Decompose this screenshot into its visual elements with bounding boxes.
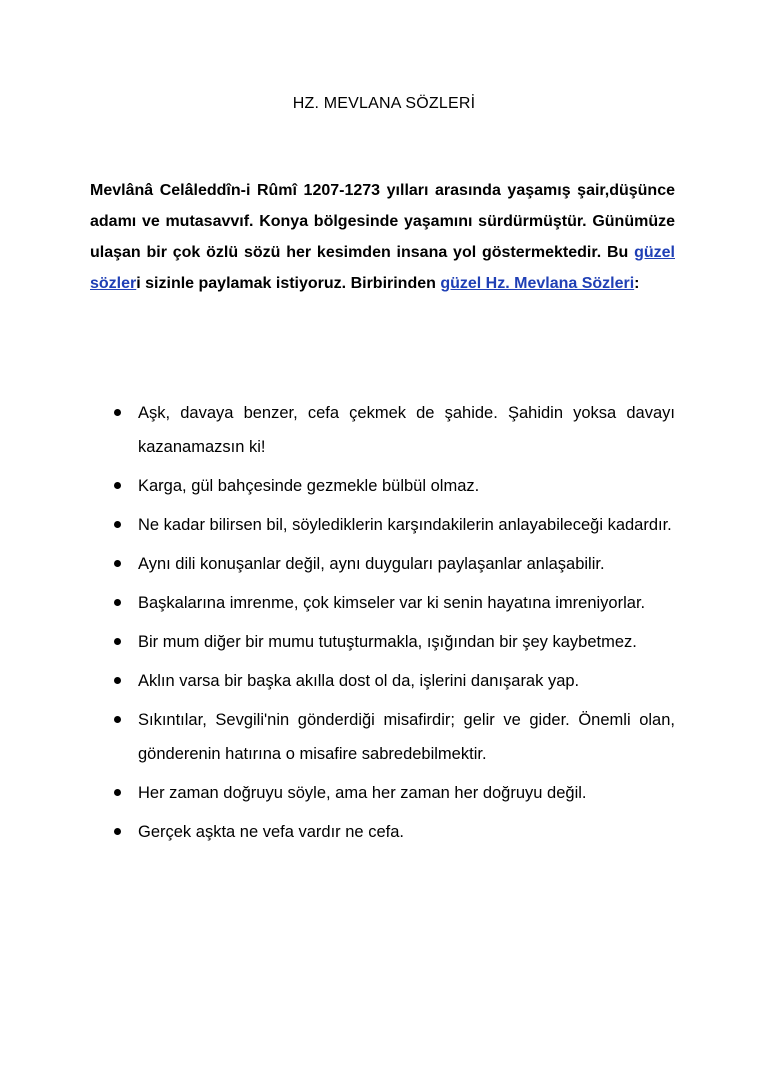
- quote-text: Aynı dili konuşanlar değil, aynı duyguları paylaşanlar anlaşabilir.: [138, 555, 605, 573]
- document-title: HZ. MEVLANA SÖZLERİ: [292, 95, 476, 112]
- bullet-icon: [114, 521, 121, 528]
- quote-text: Ne kadar bilirsen bil, söylediklerin karşındakilerin anlayabileceği kadardır.: [138, 516, 672, 534]
- bullet-icon: [114, 409, 121, 416]
- bullet-icon: [114, 716, 121, 723]
- bullet-icon: [114, 677, 121, 684]
- quote-text: Sıkıntılar, Sevgili'nin gönderdiği misafirdir; gelir ve gider. Önemli olan, gönderenin hatırına o misafire sabredebilmektir.: [138, 711, 675, 763]
- quote-item: [138, 508, 675, 542]
- intro-text-2: sizinle paylamak istiyoruz. Birbirinden: [140, 275, 441, 292]
- quote-item: [138, 703, 675, 771]
- mevlana-sozleri-link[interactable]: güzel Hz. Mevlana Sözleri: [440, 275, 635, 292]
- bullet-icon: [114, 828, 121, 835]
- quote-item: [138, 396, 675, 464]
- quote-text: Karga, gül bahçesinde gezmekle bülbül olmaz.: [138, 477, 480, 495]
- intro-text-1: Mevlânâ Celâleddîn-i Rûmî 1207-1273 yılları arasında yaşamış şair,düşünce adamı ve mutasavvıf. Konya bölgesinde yaşamını sürdürmüştür. Günümüze ulaşan bir çok özlü sözü her kesimden insana yol göstermektedir. Bu: [90, 182, 675, 261]
- quote-item: [138, 586, 675, 620]
- quote-item: [138, 469, 675, 503]
- bullet-icon: [114, 560, 121, 567]
- quote-item: [138, 815, 675, 849]
- bullet-icon: [114, 599, 121, 606]
- quote-text: Bir mum diğer bir mumu tutuşturmakla, ışığından bir şey kaybetmez.: [138, 633, 637, 651]
- bullet-icon: [114, 638, 121, 645]
- quote-text: Aklın varsa bir başka akılla dost ol da, işlerini danışarak yap.: [138, 672, 580, 690]
- bullet-icon: [114, 482, 121, 489]
- quote-item: [138, 776, 675, 810]
- intro-paragraph: [90, 175, 675, 299]
- intro-text-3: :: [634, 275, 640, 292]
- quote-text: Başkalarına imrenme, çok kimseler var ki senin hayatına imreniyorlar.: [138, 594, 646, 612]
- quote-text: Aşk, davaya benzer, cefa çekmek de şahide. Şahidin yoksa davayı kazanamazsın ki!: [138, 404, 675, 456]
- guzel-sozler-link[interactable]: güzel sözler: [90, 244, 675, 292]
- quote-text: Her zaman doğruyu söyle, ama her zaman her doğruyu değil.: [138, 784, 587, 802]
- intro-link-tail: i: [136, 275, 141, 292]
- quote-item: [138, 664, 675, 698]
- quote-text: Gerçek aşkta ne vefa vardır ne cefa.: [138, 823, 404, 841]
- quote-item: [138, 625, 675, 659]
- quote-list: [138, 396, 675, 854]
- quote-item: [138, 547, 675, 581]
- bullet-icon: [114, 789, 121, 796]
